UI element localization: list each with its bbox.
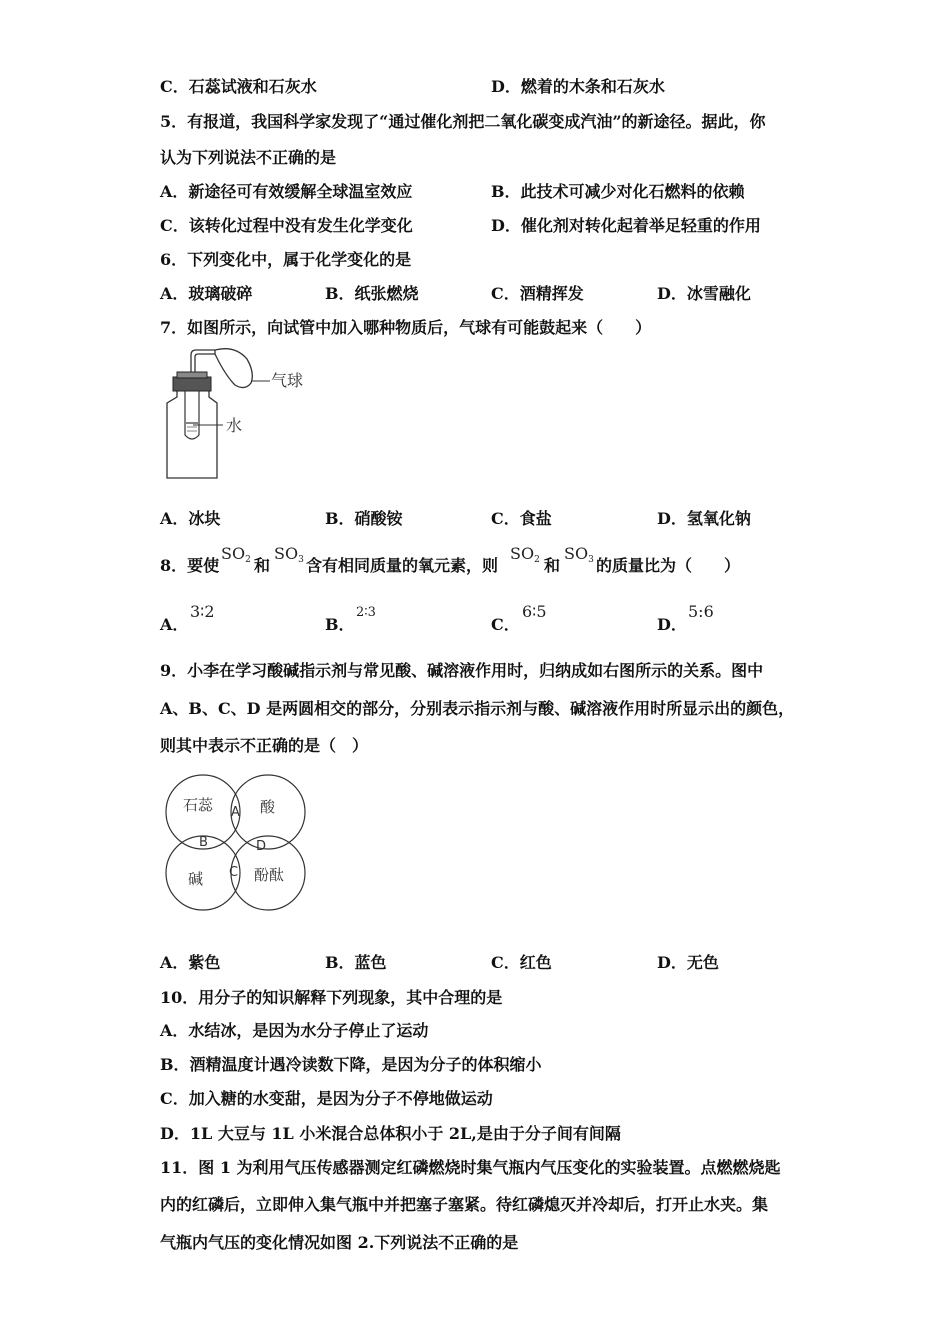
q8-stem-part1: 8．要使 <box>160 556 220 575</box>
q10-option-d: D．1L 大豆与 1L 小米混合总体积小于 2L,是由于分子间有间隔 <box>160 1124 621 1143</box>
q9-option-b: B．蓝色 <box>325 953 387 972</box>
q11-stem-line2: 内的红磷后，立即伸入集气瓶中并把塞子塞紧。待红磷熄灭并冷却后，打开止水夹。集 <box>160 1195 769 1214</box>
venn-region-b: B <box>199 835 208 850</box>
q11-stem-line3: 气瓶内气压的变化情况如图 2.下列说法不正确的是 <box>160 1233 519 1252</box>
q9-venn-diagram <box>158 768 308 916</box>
q8-ratio-d: 5:6 <box>688 602 714 621</box>
q6-stem: 6．下列变化中，属于化学变化的是 <box>160 250 412 269</box>
q5-option-c: C．该转化过程中没有发生化学变化 <box>160 216 413 235</box>
q5-option-b: B．此技术可减少对化石燃料的依赖 <box>491 182 745 201</box>
q5-stem-line2: 认为下列说法不正确的是 <box>160 148 337 167</box>
q8-and-1: 和 <box>254 556 271 575</box>
q7-apparatus-figure <box>155 345 315 485</box>
q8-so2-sub: 2 <box>245 555 251 565</box>
q8-so2-text: SO <box>221 544 246 563</box>
q10-option-b: B．酒精温度计遇冷读数下降，是因为分子的体积缩小 <box>160 1055 542 1074</box>
q8-so3b-sub: 3 <box>588 555 594 565</box>
venn-region-d: D <box>256 839 267 854</box>
q11-stem-line1: 11．图 1 为利用气压传感器测定红磷燃烧时集气瓶内气压变化的实验装置。点燃燃烧匙 <box>160 1158 781 1177</box>
venn-label-acid: 酸 <box>260 798 276 816</box>
q8-stem-part2: 含有相同质量的氧元素，则 <box>306 556 499 575</box>
q5-option-d: D．催化剂对转化起着举足轻重的作用 <box>491 216 761 235</box>
venn-label-litmus: 石蕊 <box>183 796 214 814</box>
q6-option-b: B．纸张燃烧 <box>325 284 419 303</box>
q7-option-d: D．氢氧化钠 <box>657 509 751 528</box>
q4-option-c: C．石蕊试液和石灰水 <box>160 77 317 96</box>
q5-stem-line1: 5．有报道，我国科学家发现了“通过催化剂把二氧化碳变成汽油”的新途径。据此，你 <box>160 112 766 131</box>
q10-option-c: C．加入糖的水变甜，是因为分子不停地做运动 <box>160 1089 493 1108</box>
q8-ratio-c: 6∶5 <box>522 602 547 621</box>
q8-and-2: 和 <box>544 556 561 575</box>
q8-ratio-a: 3∶2 <box>190 602 215 621</box>
q8-so2b-sub: 2 <box>534 555 540 565</box>
q8-option-c: C． <box>491 615 520 634</box>
q8-ratio-b: 2∶3 <box>356 605 376 620</box>
test-tube <box>185 391 199 439</box>
venn-label-phenol: 酚酞 <box>254 866 285 884</box>
q7-option-c: C．食盐 <box>491 509 552 528</box>
q9-option-d: D．无色 <box>657 953 719 972</box>
balloon <box>215 349 252 388</box>
q8-so2b-text: SO <box>510 544 535 563</box>
q8-option-d: D． <box>657 615 687 634</box>
q8-so3-sub: 3 <box>298 555 304 565</box>
q8-formula-so2-b <box>510 544 540 565</box>
q10-option-a: A．水结冰，是因为水分子停止了运动 <box>160 1021 429 1040</box>
q10-stem: 10．用分子的知识解释下列现象，其中合理的是 <box>160 988 503 1007</box>
q8-option-b: B． <box>325 615 355 634</box>
q9-option-c: C．红色 <box>491 953 552 972</box>
q7-stem: 7．如图所示，向试管中加入哪种物质后，气球有可能鼓起来（ ） <box>160 318 652 337</box>
q6-option-a: A．玻璃破碎 <box>160 284 253 303</box>
q6-option-c: C．酒精挥发 <box>491 284 584 303</box>
q8-so3b-text: SO <box>564 544 589 563</box>
venn-region-c: C <box>229 865 239 880</box>
bottle <box>167 389 217 478</box>
q8-option-a: A． <box>160 615 189 634</box>
glass-tube <box>191 350 215 372</box>
venn-region-a: A <box>231 805 240 820</box>
q8-stem-part3: 的质量比为（ ） <box>596 556 741 575</box>
stopper <box>173 372 211 391</box>
q9-stem-line2: A、B、C、D 是两圆相交的部分，分别表示指示剂与酸、碱溶液作用时所显示出的颜色， <box>160 699 795 718</box>
q5-option-a: A．新途径可有效缓解全球温室效应 <box>160 182 413 201</box>
water-label: 水 <box>226 416 243 435</box>
q4-option-d: D．燃着的木条和石灰水 <box>491 77 665 96</box>
venn-label-base: 碱 <box>188 870 204 888</box>
q8-so3-text: SO <box>274 544 299 563</box>
q8-formula-so3-b <box>564 544 594 565</box>
q9-stem-line1: 9．小李在学习酸碱指示剂与常见酸、碱溶液作用时，归纳成如右图所示的关系。图中 <box>160 661 764 680</box>
q6-option-d: D．冰雪融化 <box>657 284 751 303</box>
q7-option-a: A．冰块 <box>160 509 221 528</box>
q9-stem-line3: 则其中表示不正确的是（ ） <box>160 736 369 755</box>
q8-formula-so2 <box>221 544 251 565</box>
q8-formula-so3 <box>274 544 304 565</box>
q7-option-b: B．硝酸铵 <box>325 509 403 528</box>
q9-option-a: A．紫色 <box>160 953 221 972</box>
balloon-label: 气球 <box>271 371 304 390</box>
